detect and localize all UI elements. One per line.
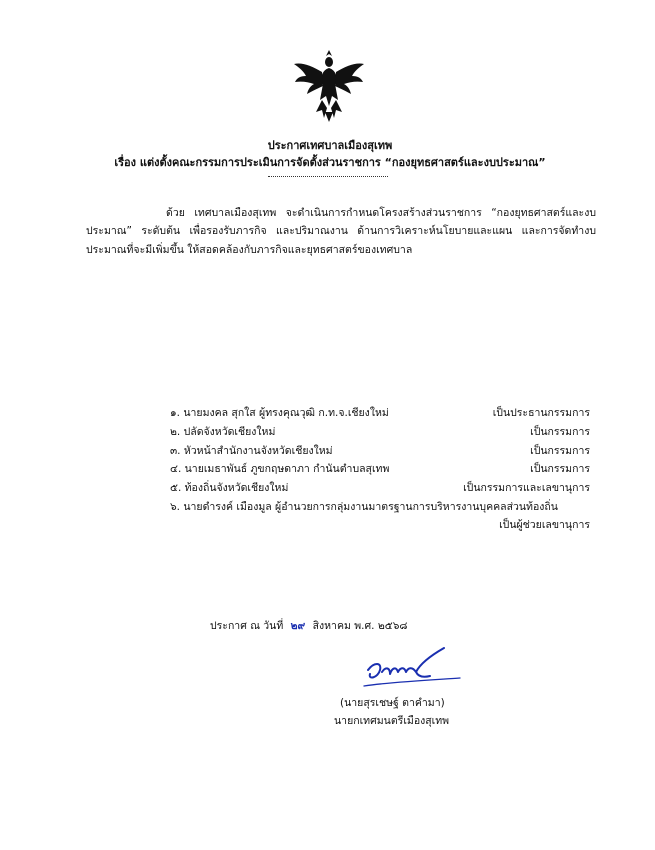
announcement-title: ประกาศเทศบาลเมืองสุเทพ [267,139,393,152]
paragraph-intro-text: ด้วย เทศบาลเมืองสุเทพ จะดำเนินการกำหนดโครงสร้างส่วนราชการ “กองยุทธศาสตร์และงบประมาณ” ระดับต้น เพื่อรองรับภารกิจ และปริมาณงาน ด้านการวิเคราะห์นโยบายและแผน และการจัดทำงบประมาณที่จะมีเพิ่มขึ้น ให้สอดคล้องกับภารกิจและยุทธศาสตร์ของเทศบาล [86,207,596,256]
member-name: ๔. นายเมธาพันธ์ ภูขกฤษดาภา กำนันตำบลสุเทพ [170,463,390,476]
list-item [170,442,590,461]
garuda-emblem-icon [292,48,366,124]
paragraph-intro [86,204,596,259]
member-role: เป็นผู้ช่วยเลขานุการ [499,518,590,531]
announcement-date [210,617,407,634]
member-name: ๕. ท้องถิ่นจังหวัดเชียงใหม่ [170,482,289,495]
member-name: ๒. ปลัดจังหวัดเชียงใหม่ [170,425,276,438]
signatory-position: นายกเทศมนตรีเมืองสุเทพ [334,715,450,727]
handwritten-signature [360,642,470,692]
announcement-subject: เรื่อง แต่งตั้งคณะกรรมการประเมินการจัดตั้งส่วนราชการ “กองยุทธศาสตร์และงบประมาณ” [114,156,546,169]
member-role: เป็นกรรมการและเลขานุการ [463,482,590,495]
committee-list [170,404,590,535]
member-name: ๓. หัวหน้าสำนักงานจังหวัดเชียงใหม่ [170,444,333,457]
member-role: เป็นประธานกรรมการ [492,407,590,419]
divider [268,176,388,177]
paragraph-duty [86,535,596,553]
member-role: เป็นกรรมการ [530,425,590,438]
member-name: ๖. นายดำรงค์ เมืองมูล ผู้อำนวยการกลุ่มงานมาตรฐานการบริหารงานบุคคลส่วนท้องถิ่น [170,500,558,513]
member-name: ๑. นายมงคล สุกใส ผู้ทรงคุณวุฒิ ก.ท.จ.เชียงใหม่ [170,407,389,419]
signatory-name: (นายสุรเชษฐ์ ตาคำมา) [340,697,445,709]
member-role: เป็นกรรมการ [530,463,590,476]
list-item [170,460,590,479]
paragraph-authority [86,266,596,284]
member-role: เป็นกรรมการ [530,444,590,457]
date-prefix: ประกาศ ณ วันที่ [210,620,284,632]
list-item [170,423,590,442]
date-suffix: สิงหาคม พ.ศ. ๒๕๖๘ [312,620,408,632]
date-day: ๒๙ [290,620,306,632]
list-item [170,404,590,423]
list-item [170,498,590,535]
list-item [170,479,590,498]
